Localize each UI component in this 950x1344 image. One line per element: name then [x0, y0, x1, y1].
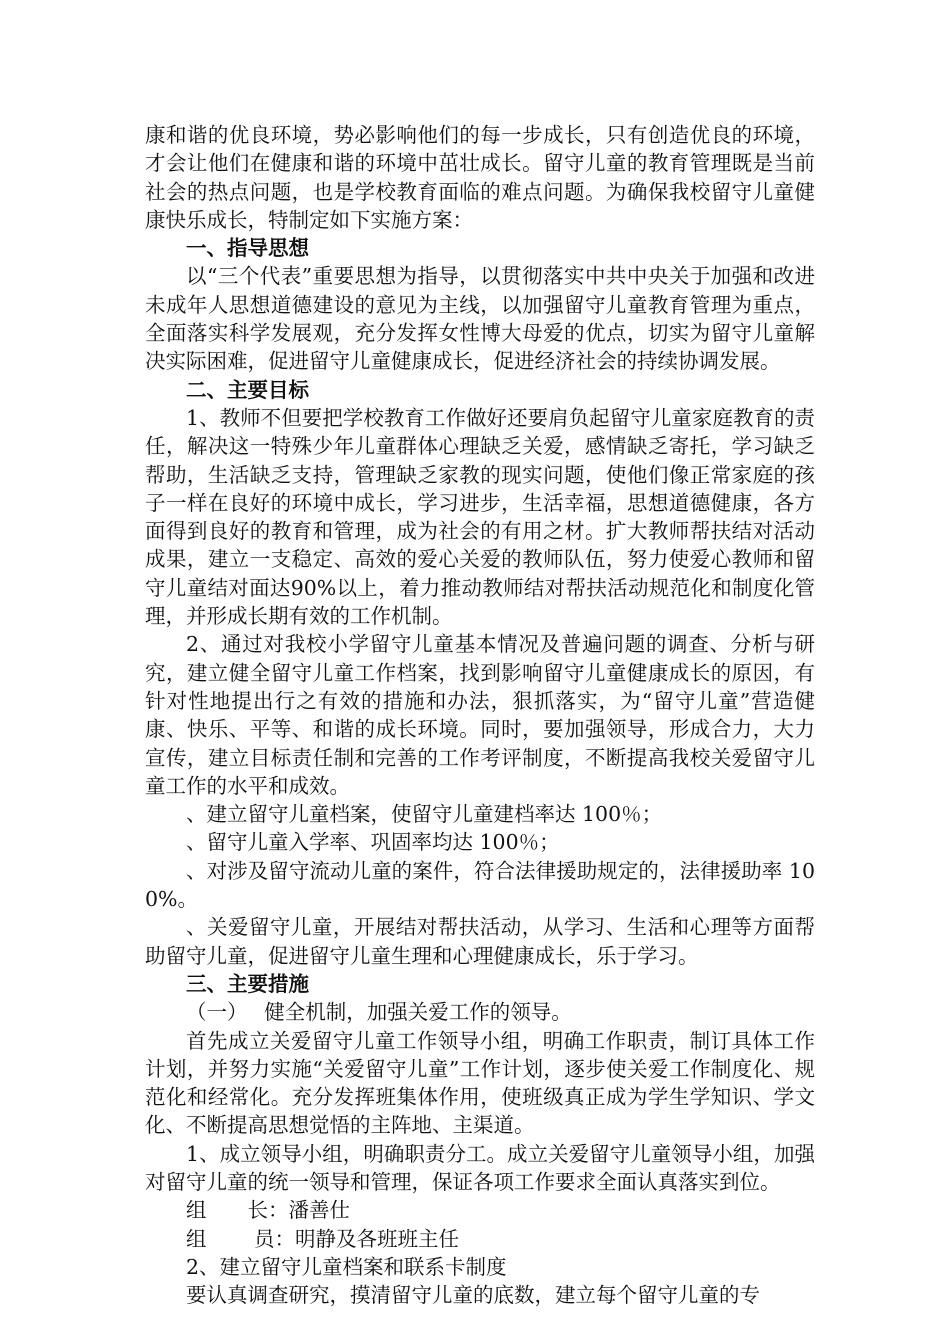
measure-subheading-1: （一） 健全机制，加强关爱工作的领导。 — [186, 1000, 572, 1025]
measure-subheading-archive: 2、建立留守儿童档案和联系卡制度 — [186, 1254, 507, 1279]
goal-paragraph-2: 2、通过对我校小学留守儿童基本情况及普遍问题的调查、分析与研究，建立健全留守儿童工作档案，找到影响留守儿童健康成长的原因，有针对性地提出行之有效的措施和办法，狠抓落实，为“留守儿童”营造健康、快乐、平等、和谐的成长环境。同时，要加强领导，形成合力，大力宣传，建立目标责任制和完善的工作考评制度，不断提高我校关爱留守儿童工作的水平和成效。 — [145, 632, 815, 798]
section-heading-guiding-ideology: 一、指导思想 — [186, 236, 309, 261]
document-body — [145, 121, 815, 1309]
goal-item-enrollment-rate: 、留守儿童入学率、巩固率均达 100％； — [186, 830, 560, 855]
group-members-line: 组 员：明静及各班班主任 — [186, 1226, 460, 1251]
intro-paragraph: 康和谐的优良环境，势必影响他们的每一步成长，只有创造优良的环境，才会让他们在健康和谐的环境中茁壮成长。留守儿童的教育管理既是当前社会的热点问题，也是学校教育面临的难点问题。为确保我校留守儿童健康快乐成长，特制定如下实施方案： — [145, 123, 815, 232]
measure-paragraph-1: 首先成立关爱留守儿童工作领导小组，明确工作职责，制订具体工作计划，并努力实施“关爱留守儿童”工作计划，逐步使关爱工作制度化、规范化和经常化。充分发挥班集体作用，使班级真正成为学生学知识、学文化、不断提高思想觉悟的主阵地、主渠道。 — [145, 1028, 815, 1138]
goal-paragraph-1: 1、教师不但要把学校教育工作做好还要肩负起留守儿童家庭教育的责任，解决这一特殊少年儿童群体心理缺乏关爱，感情缺乏寄托，学习缺乏帮助，生活缺乏支持，管理缺乏家教的现实问题，使他们像正常家庭的孩子一样在良好的环境中成长，学习进步，生活幸福，思想道德健康，各方面得到良好的教育和管理，成为社会的有用之材。扩大教师帮扶结对活动成果，建立一支稳定、高效的爱心关爱的教师队伍，努力使爱心教师和留守儿童结对面达90%以上，着力推动教师结对帮扶活动规范化和制度化管理，并形成长期有效的工作机制。 — [145, 405, 815, 629]
group-leader-line: 组 长：潘善仕 — [186, 1198, 350, 1223]
goal-item-archive-rate: 、建立留守儿童档案，使留守儿童建档率达 100％； — [186, 802, 663, 827]
section-heading-main-goals: 二、主要目标 — [186, 377, 309, 402]
goal-item-care-activities: 、关爱留守儿童，开展结对帮扶活动，从学习、生活和心理等方面帮助留守儿童，促进留守儿童生理和心理健康成长，乐于学习。 — [145, 915, 815, 968]
goal-item-legal-aid: 、对涉及留守流动儿童的案件，符合法律援助规定的，法律援助率 100%。 — [145, 858, 815, 912]
guiding-ideology-paragraph: 以“三个代表”重要思想为指导，以贯彻落实中共中央关于加强和改进未成年人思想道德建设的意见为主线，以加强留守儿童教育管理为重点，全面落实科学发展观，充分发挥女性博大母爱的优点，切实为留守儿童解决实际困难，促进留守儿童健康成长，促进经济社会的持续协调发展。 — [145, 264, 815, 374]
measure-paragraph-archive: 要认真调查研究，摸清留守儿童的底数，建立每个留守儿童的专 — [186, 1283, 760, 1308]
measure-paragraph-leadership-group: 1、成立领导小组，明确职责分工。成立关爱留守儿童领导小组，加强对留守儿童的统一领导和管理，保证各项工作要求全面认真落实到位。 — [145, 1141, 815, 1194]
section-heading-main-measures: 三、主要措施 — [186, 971, 309, 996]
